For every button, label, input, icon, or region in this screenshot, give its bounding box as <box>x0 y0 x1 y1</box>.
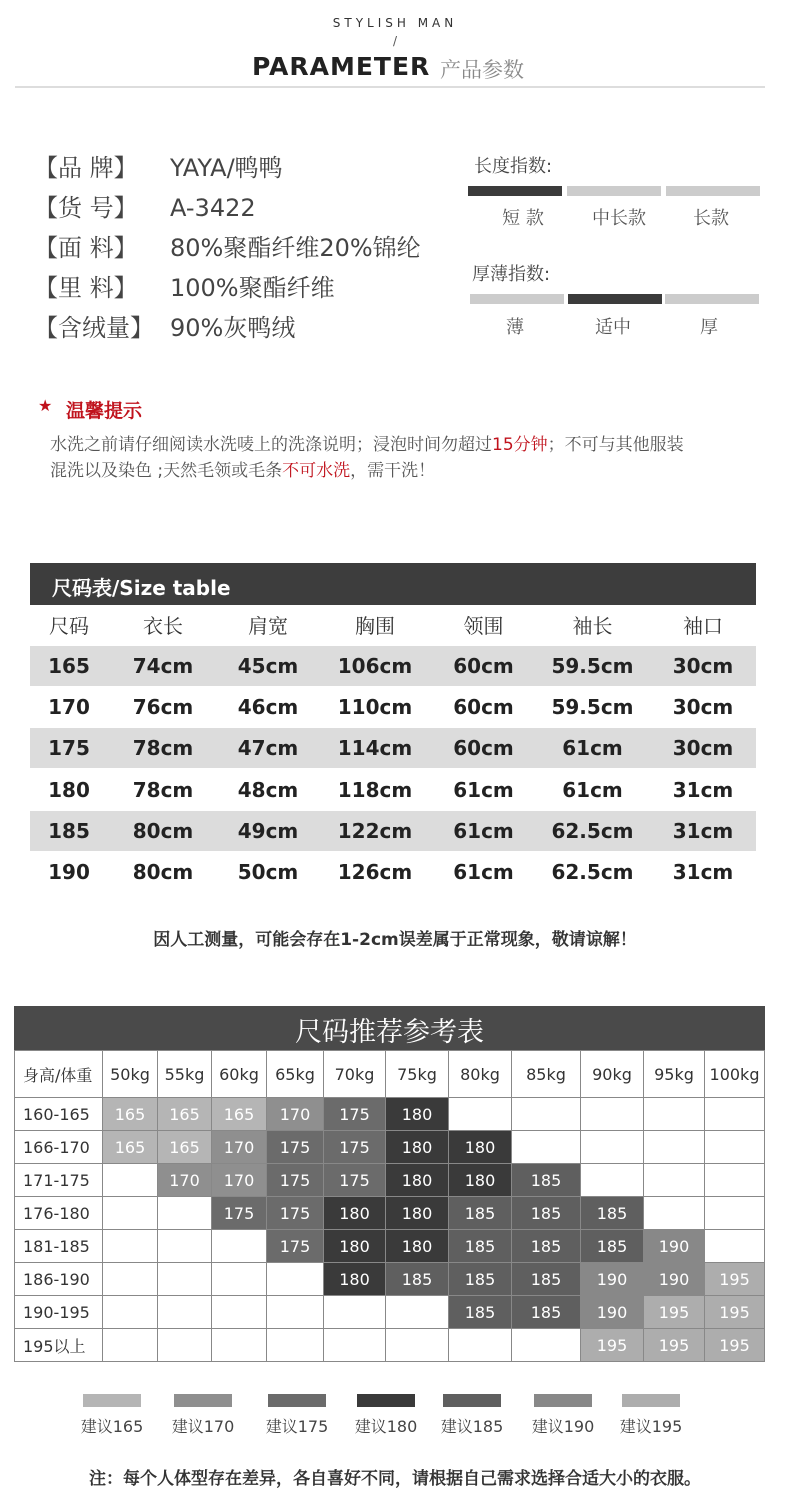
length-index-bar-mid <box>567 186 661 196</box>
header-subtitle: 产品参数 <box>440 58 524 82</box>
size-table-cell: 61cm <box>453 778 514 802</box>
size-table-cell: 180 <box>48 778 90 802</box>
recommend-height-label: 181-185 <box>15 1230 103 1263</box>
recommend-cell: 185 <box>449 1230 512 1263</box>
recommend-cell: 170 <box>158 1164 212 1197</box>
recommend-cell: 190 <box>581 1263 644 1296</box>
recommend-row <box>15 1131 765 1164</box>
legend-swatch <box>443 1394 501 1407</box>
recommend-cell <box>581 1131 644 1164</box>
recommend-cell: 175 <box>324 1131 386 1164</box>
length-index-bar-long <box>666 186 760 196</box>
size-table-cell: 76cm <box>132 695 194 719</box>
size-table-cell: 175 <box>48 736 90 760</box>
recommend-cell <box>644 1164 705 1197</box>
recommend-height-label: 186-190 <box>15 1263 103 1296</box>
thickness-index-bar-medium <box>568 294 662 304</box>
spec-label: 【面 料】 <box>34 234 138 262</box>
recommend-cell: 190 <box>644 1230 705 1263</box>
recommend-cell: 175 <box>267 1230 324 1263</box>
recommend-cell: 180 <box>386 1197 449 1230</box>
tip-text: 混洗以及染色 ;天然毛领或毛条 <box>50 461 283 481</box>
length-index-label: 中长款 <box>592 208 646 229</box>
recommend-cell <box>705 1197 765 1230</box>
recommend-cell <box>103 1230 158 1263</box>
legend-label: 建议195 <box>619 1417 683 1436</box>
size-table-cell: 61cm <box>453 860 514 884</box>
recommend-cell: 180 <box>324 1197 386 1230</box>
tip-line-1 <box>50 430 684 455</box>
header-title: PARAMETER <box>252 52 431 81</box>
recommend-cell <box>386 1329 449 1362</box>
size-table-cell: 46cm <box>237 695 299 719</box>
spec-item-number <box>34 188 256 224</box>
recommend-cell <box>267 1329 324 1362</box>
spec-label: 【品 牌】 <box>34 154 138 182</box>
recommend-cell <box>158 1329 212 1362</box>
recommend-cell <box>212 1263 267 1296</box>
recommend-cell <box>705 1098 765 1131</box>
recommend-cell <box>103 1296 158 1329</box>
recommend-weight-header: 70kg <box>324 1051 386 1098</box>
recommend-cell <box>158 1230 212 1263</box>
thickness-index-title: 厚薄指数: <box>472 264 551 285</box>
recommend-cell: 180 <box>386 1098 449 1131</box>
recommend-cell <box>705 1230 765 1263</box>
tip-text: 水洗之前请仔细阅读水洗唛上的洗涤说明；浸泡时间勿超过 <box>50 435 492 455</box>
thickness-index-label: 厚 <box>700 317 718 338</box>
recommend-cell <box>212 1329 267 1362</box>
thickness-index-bar-thick <box>665 294 759 304</box>
recommend-cell <box>512 1131 581 1164</box>
size-table-cell: 61cm <box>562 736 623 760</box>
recommend-table <box>14 1050 765 1362</box>
thickness-index-bar-thin <box>470 294 564 304</box>
recommend-cell: 185 <box>512 1296 581 1329</box>
recommend-cell <box>103 1263 158 1296</box>
legend-label: 建议165 <box>80 1417 144 1436</box>
recommend-row <box>15 1098 765 1131</box>
size-table-cell: 60cm <box>453 695 514 719</box>
size-table-cell: 170 <box>48 695 90 719</box>
size-table-cell: 78cm <box>132 778 194 802</box>
size-table-cell: 50cm <box>237 860 299 884</box>
size-table-cell: 80cm <box>132 860 194 884</box>
recommend-cell: 180 <box>386 1230 449 1263</box>
size-table-header-cell: 袖口 <box>683 614 723 638</box>
recommend-cell <box>158 1296 212 1329</box>
recommend-cell: 165 <box>158 1131 212 1164</box>
spec-value: YAYA/鸭鸭 <box>170 154 283 182</box>
spec-down-content <box>34 308 295 344</box>
recommend-cell: 175 <box>324 1098 386 1131</box>
size-table-cell: 190 <box>48 860 90 884</box>
recommend-cell: 190 <box>581 1296 644 1329</box>
recommend-cell: 185 <box>386 1263 449 1296</box>
legend-swatch <box>174 1394 232 1407</box>
recommend-cell <box>386 1296 449 1329</box>
tip-line-2 <box>50 456 435 481</box>
recommend-cell: 180 <box>449 1131 512 1164</box>
recommend-row <box>15 1329 765 1362</box>
recommend-weight-header: 80kg <box>449 1051 512 1098</box>
recommend-cell: 185 <box>512 1164 581 1197</box>
recommend-cell: 170 <box>212 1164 267 1197</box>
recommend-cell: 185 <box>512 1263 581 1296</box>
length-index-title: 长度指数: <box>474 156 553 177</box>
size-table-cell: 59.5cm <box>551 654 634 678</box>
size-table-cell: 48cm <box>237 778 299 802</box>
recommend-cell <box>267 1296 324 1329</box>
recommend-cell: 195 <box>644 1296 705 1329</box>
size-table-cell: 165 <box>48 654 90 678</box>
recommend-cell: 195 <box>705 1329 765 1362</box>
recommend-cell <box>103 1329 158 1362</box>
size-table-cell: 30cm <box>672 695 734 719</box>
recommend-cell: 185 <box>449 1197 512 1230</box>
legend-swatch <box>622 1394 680 1407</box>
recommend-corner-label: 身高/体重 <box>15 1051 103 1098</box>
legend-label: 建议190 <box>531 1417 595 1436</box>
recommend-height-label: 166-170 <box>15 1131 103 1164</box>
recommend-row <box>15 1230 765 1263</box>
recommend-cell: 170 <box>212 1131 267 1164</box>
size-table-cell: 60cm <box>453 736 514 760</box>
size-table-cell: 49cm <box>237 819 299 843</box>
recommend-cell: 175 <box>267 1164 324 1197</box>
spec-fabric <box>34 228 421 264</box>
size-table-cell: 30cm <box>672 736 734 760</box>
recommend-cell: 165 <box>103 1098 158 1131</box>
tip-text: ；不可与其他服装 <box>547 435 684 455</box>
recommend-cell: 175 <box>212 1197 267 1230</box>
recommend-row <box>15 1164 765 1197</box>
tip-title: 温馨提示 <box>66 400 143 422</box>
size-table-header-cell: 领围 <box>463 614 504 638</box>
legend-label: 建议180 <box>354 1417 418 1436</box>
recommend-cell: 185 <box>581 1230 644 1263</box>
recommend-cell: 165 <box>212 1098 267 1131</box>
size-table-cell: 60cm <box>453 654 514 678</box>
recommend-weight-header: 60kg <box>212 1051 267 1098</box>
tip-highlight: 不可水洗 <box>282 461 351 481</box>
size-table-cell: 122cm <box>337 819 413 843</box>
size-table-header-cell: 胸围 <box>355 614 395 638</box>
size-table-cell: 62.5cm <box>551 819 634 843</box>
size-table-cell: 31cm <box>672 819 734 843</box>
spec-lining <box>34 268 335 304</box>
spec-value: 100%聚酯纤维 <box>170 274 335 302</box>
recommend-cell: 185 <box>512 1230 581 1263</box>
recommend-weight-header: 75kg <box>386 1051 449 1098</box>
length-index-label: 长款 <box>693 208 729 229</box>
size-table-cell: 45cm <box>237 654 299 678</box>
size-table-header-cell: 肩宽 <box>248 614 288 638</box>
legend-swatch <box>83 1394 141 1407</box>
recommend-cell: 175 <box>324 1164 386 1197</box>
size-table-cell: 118cm <box>337 778 413 802</box>
size-table-cell: 31cm <box>672 860 734 884</box>
recommend-cell: 195 <box>581 1329 644 1362</box>
recommend-cell: 185 <box>449 1263 512 1296</box>
recommend-cell <box>449 1329 512 1362</box>
size-table-header-cell: 袖长 <box>572 614 613 638</box>
spec-label: 【含绒量】 <box>34 314 154 342</box>
recommend-cell: 195 <box>705 1296 765 1329</box>
size-table-cell: 59.5cm <box>551 695 634 719</box>
size-table-cell: 185 <box>48 819 90 843</box>
header-tagline: STYLISH MAN <box>332 16 458 30</box>
recommend-cell <box>324 1296 386 1329</box>
tip-highlight: 15分钟 <box>492 435 548 455</box>
legend-label: 建议170 <box>171 1417 235 1436</box>
recommend-title: 尺码推荐参考表 <box>295 1017 484 1048</box>
size-table-cell: 80cm <box>132 819 194 843</box>
recommend-cell <box>324 1329 386 1362</box>
recommend-height-label: 171-175 <box>15 1164 103 1197</box>
recommend-weight-header: 65kg <box>267 1051 324 1098</box>
size-table-header-cell: 衣长 <box>143 614 183 638</box>
size-table-cell: 61cm <box>453 819 514 843</box>
star-icon: ★ <box>38 396 53 415</box>
recommend-cell: 195 <box>705 1263 765 1296</box>
spec-brand <box>34 148 283 184</box>
spec-value: 90%灰鸭绒 <box>170 314 296 342</box>
thickness-index-label: 适中 <box>595 317 631 338</box>
size-table-cell: 78cm <box>132 736 194 760</box>
recommend-cell: 185 <box>581 1197 644 1230</box>
recommend-cell: 170 <box>267 1098 324 1131</box>
recommend-cell <box>103 1197 158 1230</box>
legend-swatch <box>357 1394 415 1407</box>
recommend-cell: 190 <box>644 1263 705 1296</box>
recommend-cell <box>212 1296 267 1329</box>
size-table-cell: 61cm <box>562 778 623 802</box>
recommend-weight-header: 50kg <box>103 1051 158 1098</box>
recommend-cell <box>705 1164 765 1197</box>
recommend-weight-header: 85kg <box>512 1051 581 1098</box>
legend-label: 建议185 <box>440 1417 504 1436</box>
recommend-cell: 165 <box>158 1098 212 1131</box>
recommend-cell <box>644 1131 705 1164</box>
length-index-label: 短 款 <box>502 208 544 229</box>
recommend-cell: 165 <box>103 1131 158 1164</box>
header-slash: / <box>392 34 398 48</box>
recommend-cell: 180 <box>386 1164 449 1197</box>
recommend-weight-header: 90kg <box>581 1051 644 1098</box>
recommend-cell <box>581 1164 644 1197</box>
recommend-cell <box>103 1164 158 1197</box>
recommend-row <box>15 1296 765 1329</box>
spec-label: 【里 料】 <box>34 274 138 302</box>
tip-text: ，需干洗！ <box>350 461 436 481</box>
recommend-height-label: 160-165 <box>15 1098 103 1131</box>
spec-label: 【货 号】 <box>34 194 138 222</box>
size-table-header-cell: 尺码 <box>49 614 89 638</box>
size-table-cell: 31cm <box>672 778 734 802</box>
recommend-cell <box>512 1329 581 1362</box>
size-table-cell: 126cm <box>337 860 413 884</box>
recommend-cell: 180 <box>386 1131 449 1164</box>
recommend-weight-header: 95kg <box>644 1051 705 1098</box>
recommend-cell <box>705 1131 765 1164</box>
spec-value: A-3422 <box>170 194 256 222</box>
size-table-note: 因人工测量，可能会存在1-2cm误差属于正常现象，敬请谅解！ <box>153 930 637 950</box>
recommend-cell <box>644 1098 705 1131</box>
recommend-cell: 180 <box>324 1263 386 1296</box>
size-table-cell: 74cm <box>132 654 194 678</box>
length-index-bar-short <box>468 186 562 196</box>
recommend-cell <box>512 1098 581 1131</box>
recommend-cell: 180 <box>449 1164 512 1197</box>
recommend-row <box>15 1263 765 1296</box>
size-table-cell: 62.5cm <box>551 860 634 884</box>
recommend-cell: 185 <box>449 1296 512 1329</box>
spec-value: 80%聚酯纤维20%锦纶 <box>170 234 421 262</box>
recommend-cell: 180 <box>324 1230 386 1263</box>
recommend-cell <box>449 1098 512 1131</box>
recommend-cell <box>158 1197 212 1230</box>
size-table-cell: 110cm <box>337 695 413 719</box>
legend-label: 建议175 <box>265 1417 329 1436</box>
recommend-height-label: 176-180 <box>15 1197 103 1230</box>
size-table-title: 尺码表/Size table <box>52 576 231 600</box>
recommend-cell: 185 <box>512 1197 581 1230</box>
size-table-cell: 30cm <box>672 654 734 678</box>
recommend-cell: 175 <box>267 1197 324 1230</box>
recommend-weight-row <box>15 1051 765 1098</box>
recommend-cell <box>158 1263 212 1296</box>
recommend-cell <box>644 1197 705 1230</box>
recommend-height-label: 195以上 <box>15 1329 103 1362</box>
recommend-weight-header: 100kg <box>705 1051 765 1098</box>
legend-swatch <box>268 1394 326 1407</box>
recommend-cell <box>212 1230 267 1263</box>
recommend-cell <box>267 1263 324 1296</box>
recommend-weight-header: 55kg <box>158 1051 212 1098</box>
recommend-cell <box>581 1098 644 1131</box>
recommend-cell: 175 <box>267 1131 324 1164</box>
size-table-cell: 47cm <box>237 736 299 760</box>
legend-swatch <box>534 1394 592 1407</box>
size-table-cell: 114cm <box>337 736 413 760</box>
thickness-index-label: 薄 <box>506 317 524 338</box>
recommend-height-label: 190-195 <box>15 1296 103 1329</box>
size-table-cell: 106cm <box>337 654 413 678</box>
recommend-row <box>15 1197 765 1230</box>
recommend-cell: 195 <box>644 1329 705 1362</box>
header-divider <box>15 86 765 88</box>
final-note: 注：每个人体型存在差异，各自喜好不同，请根据自己需求选择合适大小的衣服。 <box>89 1469 701 1489</box>
